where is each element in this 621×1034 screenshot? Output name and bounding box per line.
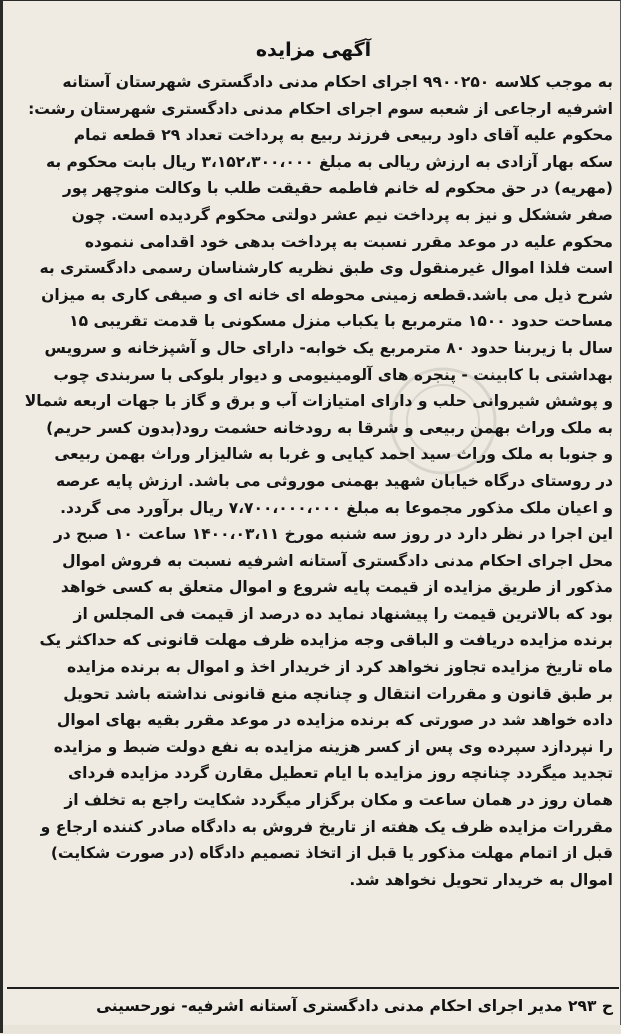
notice-body-line: محکوم علیه آقای داود ربیعی فرزند ربیع به پرداخت تعداد ۲۹ قطعه تمام xyxy=(73,126,613,145)
notice-body-line: را نپردازد سپرده وی پس از کسر هزینه مزایده به نفع دولت ضبط و مزایده xyxy=(53,737,613,756)
notice-body-line: بر طبق قانون و مقررات انتقال و چنانچه منع قانونی نداشته باشد تحویل xyxy=(63,684,613,703)
notice-body-line: بود که بالاترین قیمت را پیشنهاد نماید ده درصد از قیمت فی المجلس از xyxy=(73,604,613,623)
notice-body-line: صفر ششکل و نیز به پرداخت نیم عشر دولتی محکوم گردیده است. چون xyxy=(71,205,613,224)
notice-body-line: بهداشتی با کابینت - پنجره های آلومینیومی و دیوار بلوکی با سربندی چوب xyxy=(53,365,613,384)
notice-body-line: داده خواهد شد در صورتی که برنده مزایده در موعد مقرر بقیه بهای اموال xyxy=(56,711,613,730)
notice-body-line: ماه تاریخ مزایده تجاوز نخواهد کرد از خریدار اخذ و اموال به برنده مزایده xyxy=(66,658,613,677)
notice-body-line: اموال به خریدار تحویل نخواهد شد. xyxy=(349,870,613,889)
notice-body-line: قبل از اتمام مهلت مذکور یا قبل از اتخاذ تصمیم دادگاه (در صورت شکایت) xyxy=(50,844,613,863)
notice-body-line: مذکور از طریق مزایده از قیمت پایه شروع و اموال متعلق به کسی خواهد xyxy=(60,578,613,597)
notice-body-line: و پوشش شیروانی حلب و دارای امتیازات آب و برق و گاز با جهات اربعه شمالا xyxy=(24,392,613,411)
notice-body-line: و اعیان ملک مذکور مجموعا به مبلغ ۷،۷۰۰،۰۰۰،۰۰۰ ریال برآورد می گردد. xyxy=(60,498,613,517)
notice-title: آگهی مزایده xyxy=(255,39,372,61)
notice-body-line: شرح ذیل می باشد.قطعه زمینی محوطه ای خانه ای و صیفی کاری به میزان xyxy=(41,285,613,304)
notice-body-line: به ملک وراث بهمن ربیعی و شرقا به رودخانه حشمت رود(بدون کسر حریم) xyxy=(46,418,613,437)
notice-body-line: در روستای درگاه خیابان شهید بهمنی موروثی می باشد. ارزش پایه عرصه xyxy=(55,471,613,490)
notice-body-line: اشرفیه ارجاعی از شعبه سوم اجرای احکام مدنی دادگستری شهرستان رشت: xyxy=(28,99,613,118)
notice-body-line: تجدید میگردد چنانچه روز مزایده با ایام تعطیل مقارن گردد مزایده فردای xyxy=(67,764,613,783)
notice-body-line: سکه بهار آزادی به ارزش ریالی به مبلغ ۳،۱۵۲،۳۰۰،۰۰۰ ریال بابت محکوم به xyxy=(45,152,613,171)
notice-body-line: به موجب کلاسه ۹۹۰۰۲۵۰ اجرای احکام مدنی دادگستری شهرستان آستانه xyxy=(62,73,613,91)
notice-signature: ح ۲۹۳ مدیر اجرای احکام مدنی دادگستری آستانه اشرفیه- نورحسینی xyxy=(96,997,613,1015)
notice-body-line: (مهریه) در حق محکوم له خانم فاطمه حقیقت طلب با وکالت منوچهر پور xyxy=(62,179,613,198)
notice-body-line: این اجرا در نظر دارد در روز سه شنبه مورخ ۱۴۰۰،۰۳،۱۱ ساعت ۱۰ صبح در xyxy=(53,525,613,544)
notice-body-line: مقررات مزایده ظرف یک هفته از تاریخ فروش به دادگاه صادر کننده ارجاع و xyxy=(40,817,613,836)
notice-body xyxy=(13,69,613,893)
signature-divider xyxy=(7,987,619,989)
notice-body-line: است فلذا اموال غیرمنقول وی طبق نظریه کارشناسان رسمی دادگستری به xyxy=(39,259,613,278)
notice-body-line: مساحت حدود ۱۵۰۰ مترمربع با یکباب منزل مسکونی با قدمت تقریبی ۱۵ xyxy=(69,312,613,331)
notice-body-line: محل اجرای احکام مدنی دادگستری آستانه اشرفیه نسبت به فروش اموال xyxy=(62,551,613,570)
notice-body-line: برنده مزایده دریافت و الباقی وجه مزایده ظرف مهلت قانونی که حداکثر یک xyxy=(39,631,613,650)
notice-body-line: همان روز در همان ساعت و مکان برگزار میگردد شکایت راجع به تخلف از xyxy=(64,791,613,810)
notice-body-line: محکوم علیه در موعد مقرر نسبت به پرداخت بدهی خود اقدامی ننموده xyxy=(84,232,613,251)
notice-body-line: سال با زیربنا حدود ۸۰ مترمربع یک خوابه- دارای حال و آشپزخانه و سرویس xyxy=(44,338,613,357)
notice-body-line: و جنوبا به ملک وراث سید احمد کیایی و غربا به شالیزار وراث بهمن ربیعی xyxy=(54,445,613,464)
